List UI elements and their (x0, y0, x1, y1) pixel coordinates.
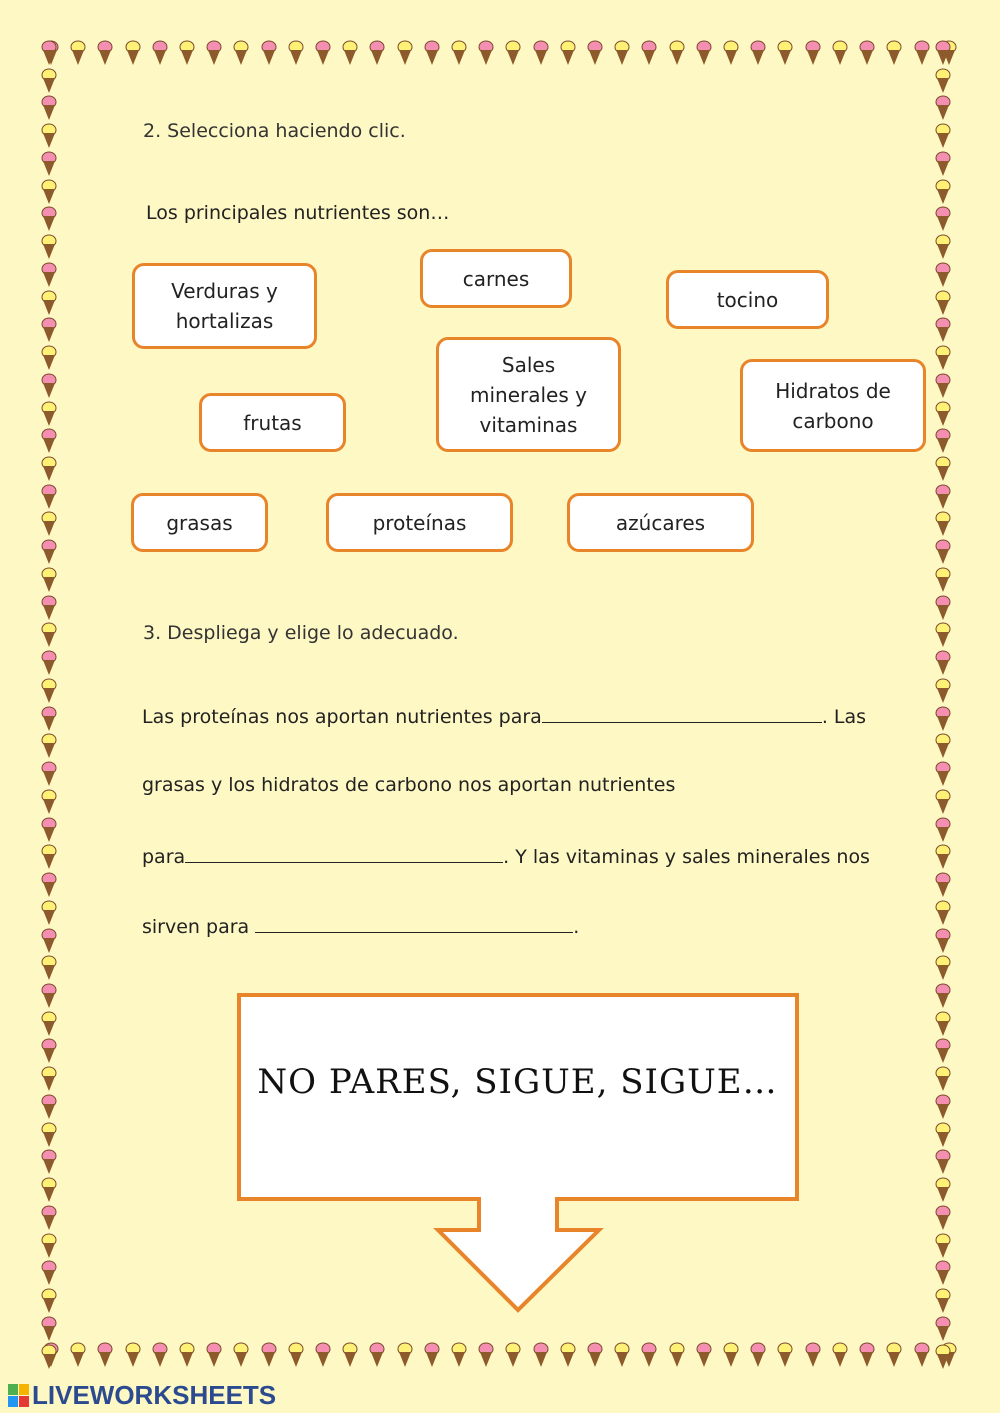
ice-cream-cone-icon (40, 761, 58, 787)
ice-cream-cone-icon (934, 179, 952, 205)
ice-cream-cone-icon (934, 622, 952, 648)
ice-cream-cone-icon (934, 817, 952, 843)
paragraph-line-1 (142, 704, 866, 728)
ice-cream-cone-icon (934, 1038, 952, 1064)
ice-cream-cone-icon (934, 595, 952, 621)
paragraph-text: . (573, 916, 580, 938)
ice-cream-cone-icon (341, 1342, 359, 1368)
ice-cream-cone-icon (934, 1066, 952, 1092)
ice-cream-cone-icon (40, 1149, 58, 1175)
ice-cream-cone-icon (40, 262, 58, 288)
ice-cream-cone-icon (40, 1205, 58, 1231)
ice-cream-cone-icon (232, 40, 250, 66)
ice-cream-cone-icon (934, 872, 952, 898)
ice-cream-cone-icon (913, 1342, 931, 1368)
select-instruction: 2. Selecciona haciendo clic. (143, 120, 406, 142)
ice-cream-cone-icon (423, 40, 441, 66)
ice-cream-cone-icon (934, 234, 952, 260)
ice-cream-cone-icon (504, 1342, 522, 1368)
dropdown-instruction: 3. Despliega y elige lo adecuado. (143, 622, 459, 644)
ice-cream-cone-icon (668, 40, 686, 66)
ice-cream-cone-icon (586, 40, 604, 66)
ice-cream-cone-icon (477, 1342, 495, 1368)
ice-cream-cone-icon (934, 1122, 952, 1148)
ice-cream-cone-icon (40, 290, 58, 316)
ice-cream-cone-icon (934, 844, 952, 870)
ice-cream-cone-icon (934, 1149, 952, 1175)
arrow-callout-text: NO PARES, SIGUE, SIGUE… (257, 1062, 778, 1102)
ice-cream-cone-icon (178, 40, 196, 66)
paragraph-text: Las proteínas nos aportan nutrientes para (142, 706, 542, 728)
ice-cream-cone-icon (40, 900, 58, 926)
ice-cream-cone-icon (934, 511, 952, 537)
ice-cream-cone-icon (40, 1038, 58, 1064)
ice-cream-cone-icon (124, 40, 142, 66)
ice-cream-cone-icon (532, 40, 550, 66)
option-proteinas[interactable]: proteínas (326, 493, 513, 552)
ice-cream-cone-icon (640, 40, 658, 66)
ice-cream-cone-icon (477, 40, 495, 66)
ice-cream-cone-icon (934, 345, 952, 371)
ice-cream-cone-icon (69, 1342, 87, 1368)
ice-cream-cone-icon (934, 539, 952, 565)
border-left (40, 40, 58, 1370)
ice-cream-cone-icon (40, 567, 58, 593)
ice-cream-cone-icon (858, 1342, 876, 1368)
ice-cream-cone-icon (96, 1342, 114, 1368)
ice-cream-cone-icon (40, 955, 58, 981)
ice-cream-cone-icon (934, 484, 952, 510)
paragraph-text: para (142, 846, 186, 868)
ice-cream-cone-icon (934, 151, 952, 177)
ice-cream-cone-icon (831, 1342, 849, 1368)
ice-cream-cone-icon (40, 928, 58, 954)
option-azucares[interactable]: azúcares (567, 493, 754, 552)
ice-cream-cone-icon (934, 95, 952, 121)
dropdown-blank-3[interactable] (255, 914, 573, 933)
ice-cream-cone-icon (40, 40, 58, 66)
ice-cream-cone-icon (124, 1342, 142, 1368)
ice-cream-cone-icon (40, 373, 58, 399)
ice-cream-cone-icon (260, 40, 278, 66)
paragraph-line-3 (142, 844, 870, 868)
paragraph-text: . Y las vitaminas y sales minerales nos (503, 846, 870, 868)
ice-cream-cone-icon (40, 95, 58, 121)
ice-cream-cone-icon (695, 1342, 713, 1368)
ice-cream-cone-icon (934, 40, 952, 66)
ice-cream-cone-icon (934, 1177, 952, 1203)
ice-cream-cone-icon (69, 40, 87, 66)
ice-cream-cone-icon (40, 234, 58, 260)
ice-cream-cone-icon (40, 456, 58, 482)
ice-cream-cone-icon (40, 1233, 58, 1259)
ice-cream-cone-icon (640, 1342, 658, 1368)
ice-cream-cone-icon (40, 179, 58, 205)
ice-cream-cone-icon (368, 40, 386, 66)
border-top (42, 40, 958, 66)
ice-cream-cone-icon (934, 262, 952, 288)
ice-cream-cone-icon (934, 401, 952, 427)
ice-cream-cone-icon (559, 1342, 577, 1368)
ice-cream-cone-icon (40, 1288, 58, 1314)
option-carnes[interactable]: carnes (420, 249, 572, 308)
ice-cream-cone-icon (423, 1342, 441, 1368)
ice-cream-cone-icon (934, 206, 952, 232)
ice-cream-cone-icon (722, 1342, 740, 1368)
ice-cream-cone-icon (934, 900, 952, 926)
ice-cream-cone-icon (934, 1344, 952, 1370)
liveworksheets-logo[interactable] (8, 1380, 276, 1411)
ice-cream-cone-icon (40, 1260, 58, 1286)
ice-cream-cone-icon (40, 317, 58, 343)
ice-cream-cone-icon (260, 1342, 278, 1368)
paragraph-text: . Las (821, 706, 867, 728)
ice-cream-cone-icon (934, 706, 952, 732)
ice-cream-cone-icon (151, 1342, 169, 1368)
ice-cream-cone-icon (934, 1288, 952, 1314)
paragraph-text: grasas y los hidratos de carbono nos aportan nutrientes (142, 774, 676, 796)
ice-cream-cone-icon (40, 511, 58, 537)
ice-cream-cone-icon (396, 1342, 414, 1368)
ice-cream-cone-icon (287, 1342, 305, 1368)
ice-cream-cone-icon (532, 1342, 550, 1368)
ice-cream-cone-icon (40, 401, 58, 427)
border-bottom (42, 1342, 958, 1368)
logo-text: LIVEWORKSHEETS (32, 1380, 277, 1410)
liveworksheets-logo-icon (8, 1384, 29, 1407)
option-tocino[interactable]: tocino (666, 270, 829, 329)
ice-cream-cone-icon (40, 68, 58, 94)
ice-cream-cone-icon (934, 928, 952, 954)
ice-cream-cone-icon (40, 1177, 58, 1203)
option-frutas[interactable]: frutas (199, 393, 346, 452)
ice-cream-cone-icon (40, 706, 58, 732)
ice-cream-cone-icon (934, 761, 952, 787)
ice-cream-cone-icon (40, 983, 58, 1009)
ice-cream-cone-icon (934, 1316, 952, 1342)
ice-cream-cone-icon (40, 1094, 58, 1120)
ice-cream-cone-icon (559, 40, 577, 66)
ice-cream-cone-icon (934, 1233, 952, 1259)
ice-cream-cone-icon (934, 68, 952, 94)
ice-cream-cone-icon (934, 317, 952, 343)
paragraph-line-4 (142, 914, 579, 938)
option-grasas[interactable]: grasas (131, 493, 268, 552)
ice-cream-cone-icon (40, 484, 58, 510)
ice-cream-cone-icon (934, 650, 952, 676)
ice-cream-cone-icon (40, 650, 58, 676)
ice-cream-cone-icon (151, 40, 169, 66)
ice-cream-cone-icon (934, 290, 952, 316)
ice-cream-cone-icon (40, 1344, 58, 1370)
ice-cream-cone-icon (368, 1342, 386, 1368)
ice-cream-cone-icon (885, 40, 903, 66)
ice-cream-cone-icon (40, 539, 58, 565)
ice-cream-cone-icon (934, 456, 952, 482)
ice-cream-cone-icon (396, 40, 414, 66)
ice-cream-cone-icon (586, 1342, 604, 1368)
paragraph-line-2 (142, 774, 675, 796)
ice-cream-cone-icon (40, 1066, 58, 1092)
ice-cream-cone-icon (934, 678, 952, 704)
ice-cream-cone-icon (287, 40, 305, 66)
option-hidratos[interactable]: Hidratos de carbono (740, 359, 926, 452)
ice-cream-cone-icon (934, 789, 952, 815)
ice-cream-cone-icon (40, 844, 58, 870)
ice-cream-cone-icon (934, 428, 952, 454)
ice-cream-cone-icon (40, 428, 58, 454)
border-right (934, 40, 952, 1370)
ice-cream-cone-icon (858, 40, 876, 66)
ice-cream-cone-icon (934, 1011, 952, 1037)
ice-cream-cone-icon (934, 733, 952, 759)
ice-cream-cone-icon (885, 1342, 903, 1368)
ice-cream-cone-icon (668, 1342, 686, 1368)
ice-cream-cone-icon (450, 1342, 468, 1368)
ice-cream-cone-icon (40, 817, 58, 843)
ice-cream-cone-icon (40, 678, 58, 704)
ice-cream-cone-icon (934, 983, 952, 1009)
ice-cream-cone-icon (205, 40, 223, 66)
ice-cream-cone-icon (613, 1342, 631, 1368)
option-sales-minerales[interactable]: Sales minerales y vitaminas (436, 337, 621, 452)
ice-cream-cone-icon (722, 40, 740, 66)
ice-cream-cone-icon (314, 40, 332, 66)
ice-cream-cone-icon (776, 40, 794, 66)
ice-cream-cone-icon (40, 622, 58, 648)
option-verduras[interactable]: Verduras y hortalizas (132, 263, 317, 349)
ice-cream-cone-icon (776, 1342, 794, 1368)
ice-cream-cone-icon (232, 1342, 250, 1368)
ice-cream-cone-icon (40, 1011, 58, 1037)
select-intro: Los principales nutrientes son… (146, 202, 450, 224)
ice-cream-cone-icon (804, 1342, 822, 1368)
ice-cream-cone-icon (40, 733, 58, 759)
ice-cream-cone-icon (934, 373, 952, 399)
ice-cream-cone-icon (40, 123, 58, 149)
ice-cream-cone-icon (40, 345, 58, 371)
ice-cream-cone-icon (749, 1342, 767, 1368)
ice-cream-cone-icon (341, 40, 359, 66)
ice-cream-cone-icon (40, 1316, 58, 1342)
ice-cream-cone-icon (40, 151, 58, 177)
ice-cream-cone-icon (96, 40, 114, 66)
paragraph-text: sirven para (142, 916, 256, 938)
ice-cream-cone-icon (205, 1342, 223, 1368)
ice-cream-cone-icon (40, 789, 58, 815)
ice-cream-cone-icon (934, 955, 952, 981)
ice-cream-cone-icon (934, 1094, 952, 1120)
ice-cream-cone-icon (40, 206, 58, 232)
ice-cream-cone-icon (40, 1122, 58, 1148)
ice-cream-cone-icon (749, 40, 767, 66)
ice-cream-cone-icon (934, 567, 952, 593)
ice-cream-cone-icon (613, 40, 631, 66)
ice-cream-cone-icon (804, 40, 822, 66)
ice-cream-cone-icon (695, 40, 713, 66)
ice-cream-cone-icon (913, 40, 931, 66)
ice-cream-cone-icon (450, 40, 468, 66)
ice-cream-cone-icon (40, 872, 58, 898)
dropdown-blank-1[interactable] (542, 704, 822, 723)
ice-cream-cone-icon (178, 1342, 196, 1368)
ice-cream-cone-icon (504, 40, 522, 66)
ice-cream-cone-icon (934, 1205, 952, 1231)
ice-cream-cone-icon (831, 40, 849, 66)
arrow-callout-shape (236, 992, 802, 1316)
ice-cream-cone-icon (934, 123, 952, 149)
dropdown-blank-2[interactable] (185, 844, 503, 863)
ice-cream-cone-icon (934, 1260, 952, 1286)
ice-cream-cone-icon (40, 595, 58, 621)
ice-cream-cone-icon (314, 1342, 332, 1368)
